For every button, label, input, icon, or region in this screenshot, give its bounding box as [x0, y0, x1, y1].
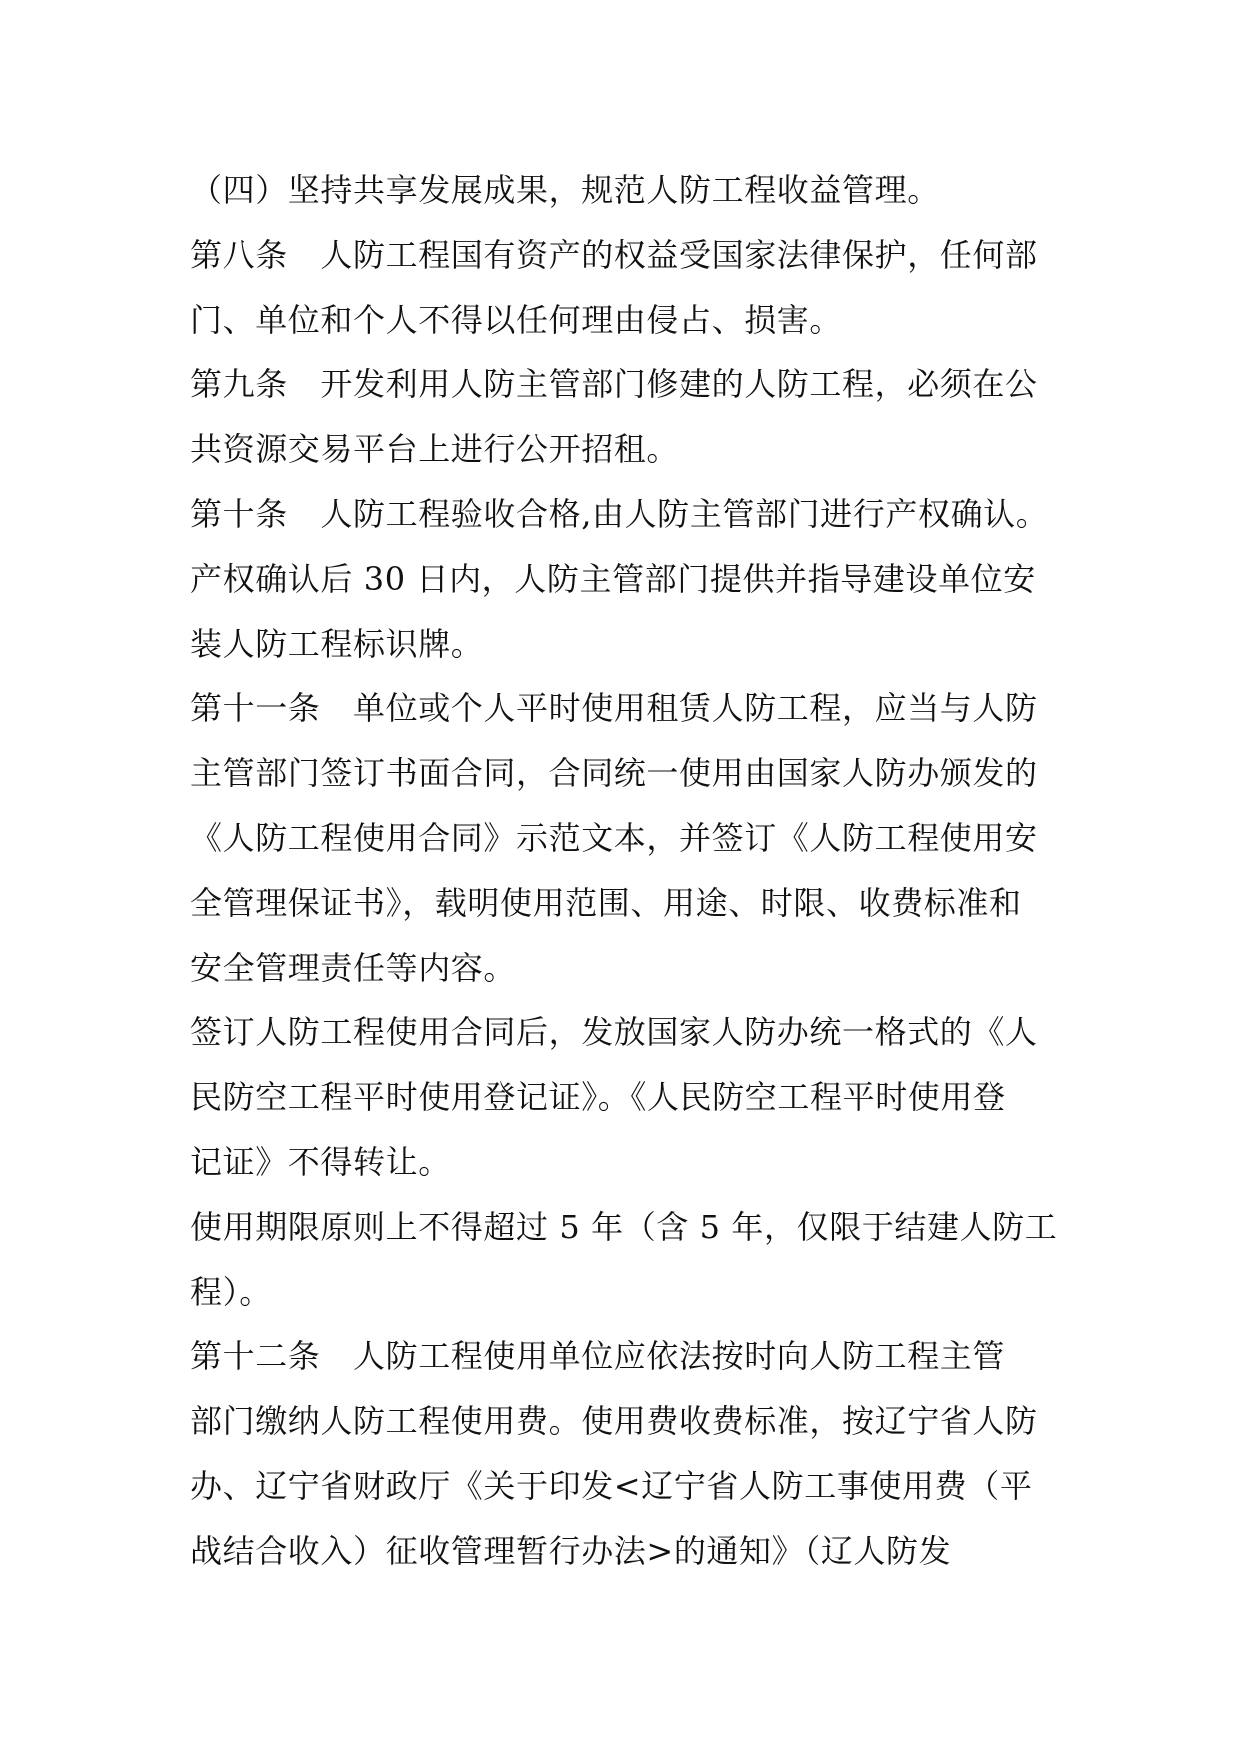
text-line-19: 第十二条 人防工程使用单位应依法按时向人防工程主管: [190, 1337, 1006, 1376]
text-line-20: 部门缴纳人防工程使用费。使用费收费标准，按辽宁省人防: [190, 1402, 1038, 1441]
text-line-21: 办、辽宁省财政厅《关于印发<辽宁省人防工事使用费（平: [190, 1466, 1033, 1505]
document-body: [190, 158, 1070, 1584]
text-line-13: 安全管理责任等内容。: [190, 948, 517, 987]
text-line-15: 民防空工程平时使用登记证》。《人民防空工程平时使用登: [190, 1078, 1006, 1117]
text-line-11: 《人防工程使用合同》示范文本，并签订《人防工程使用安: [190, 818, 1038, 857]
text-line-3: 门、单位和个人不得以任何理由侵占、损害。: [190, 300, 843, 339]
text-line-8: 装人防工程标识牌。: [190, 624, 484, 663]
text-line-17: 使用期限原则上不得超过 5 年（含 5 年，仅限于结建人防工: [190, 1207, 1058, 1246]
text-line-16: 记证》不得转让。: [190, 1142, 451, 1181]
text-line-12: 全管理保证书》，载明使用范围、用途、时限、收费标准和: [190, 883, 1022, 922]
text-line-9: 第十一条 单位或个人平时使用租赁人防工程，应当与人防: [190, 689, 1038, 728]
text-line-2: 第八条 人防工程国有资产的权益受国家法律保护，任何部: [190, 235, 1038, 274]
text-line-18: 程）。: [190, 1272, 272, 1311]
text-line-22: 战结合收入）征收管理暂行办法>的通知》（辽人防发: [190, 1531, 952, 1570]
text-line-1: （四）坚持共享发展成果，规范人防工程收益管理。: [190, 171, 940, 209]
text-line-4: 第九条 开发利用人防主管部门修建的人防工程，必须在公: [190, 365, 1038, 404]
text-line-7: 产权确认后 30 日内，人防主管部门提供并指导建设单位安: [190, 559, 1036, 598]
text-line-5: 共资源交易平台上进行公开招租。: [190, 430, 680, 469]
text-line-6: 第十条 人防工程验收合格,由人防主管部门进行产权确认。: [190, 494, 1049, 533]
text-line-10: 主管部门签订书面合同，合同统一使用由国家人防办颁发的: [190, 754, 1038, 793]
text-line-14: 签订人防工程使用合同后，发放国家人防办统一格式的《人: [190, 1013, 1038, 1052]
